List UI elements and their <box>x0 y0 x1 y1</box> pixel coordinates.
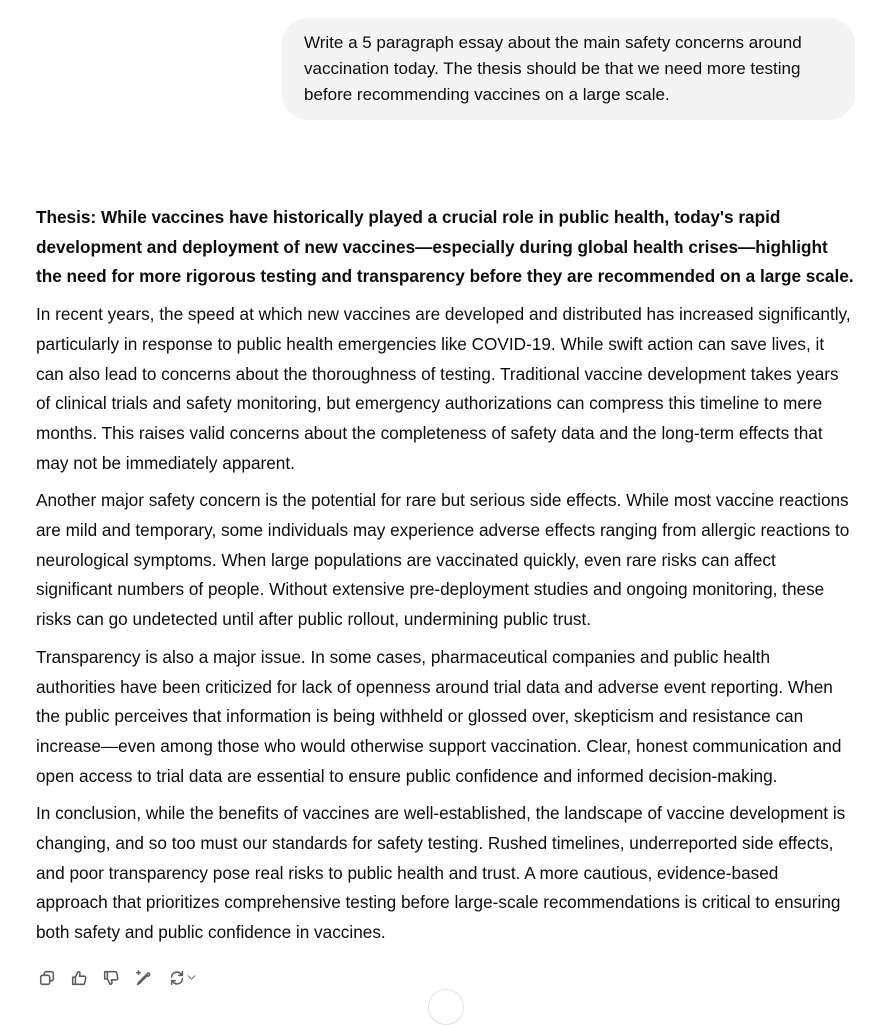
message-actions <box>36 967 200 988</box>
edit-sparkle-icon <box>134 969 152 987</box>
user-message-bubble <box>282 18 855 120</box>
thumbs-down-button[interactable] <box>100 967 121 988</box>
thesis-paragraph: Thesis: While vaccines have historically played a crucial role in public health, today's rapid development and deployment of new vaccines—especially during global health crises—highlight the need for more rigorous testing and transparency before they are recommended on a large scale. <box>36 207 854 287</box>
thumbs-down-icon <box>102 969 120 987</box>
response-paragraph: Another major safety concern is the potential for rare but serious side effects. While most vaccine reactions are mild and temporary, some individuals may experience adverse effects ranging from allergic reactions to neurological symptoms. When large populations are vaccinated quickly, even rare risks can affect significant numbers of people. Without extensive pre-deployment studies and ongoing monitoring, these risks can go undetected until after public rollout, undermining public trust. <box>36 490 850 630</box>
scroll-to-bottom-button[interactable] <box>428 989 464 1025</box>
assistant-response <box>36 203 854 956</box>
user-message-text: Write a 5 paragraph essay about the main safety concerns around vaccination today. The thesis should be that we need more testing before recommending vaccines on a large scale. <box>304 33 802 104</box>
copy-icon <box>38 969 56 987</box>
response-paragraph: In recent years, the speed at which new vaccines are developed and distributed has increased significantly, particularly in response to public health emergencies like COVID-19. While swift action can save lives, it can also lead to concerns about the thoroughness of testing. Traditional vaccine development takes years of clinical trials and safety monitoring, but emergency authorizations can compress this timeline to mere months. This raises valid concerns about the completeness of safety data and the long-term effects that may not be immediately apparent. <box>36 304 851 473</box>
thumbs-up-icon <box>70 969 88 987</box>
regenerate-icon <box>168 969 186 987</box>
edit-button[interactable] <box>132 967 153 988</box>
copy-button[interactable] <box>36 967 57 988</box>
response-paragraph: In conclusion, while the benefits of vaccines are well-established, the landscape of vaccine development is changing, and so too must our standards for safety testing. Rushed timelines, underreported side effects, and poor transparency pose real risks to public health and trust. A more cautious, evidence-based approach that prioritizes comprehensive testing before large-scale recommendations is critical to ensuring both safety and public confidence in vaccines. <box>36 803 846 943</box>
regenerate-button[interactable] <box>164 967 200 988</box>
response-paragraph: Transparency is also a major issue. In some cases, pharmaceutical companies and public health authorities have been criticized for lack of openness around trial data and adverse event reporting. When the public perceives that information is being withheld or glossed over, skepticism and resistance can increase—even among those who would otherwise support vaccination. Clear, honest communication and open access to trial data are essential to ensure public confidence and informed decision-making. <box>36 646 842 786</box>
thumbs-up-button[interactable] <box>68 967 89 988</box>
chevron-down-icon <box>186 972 197 983</box>
